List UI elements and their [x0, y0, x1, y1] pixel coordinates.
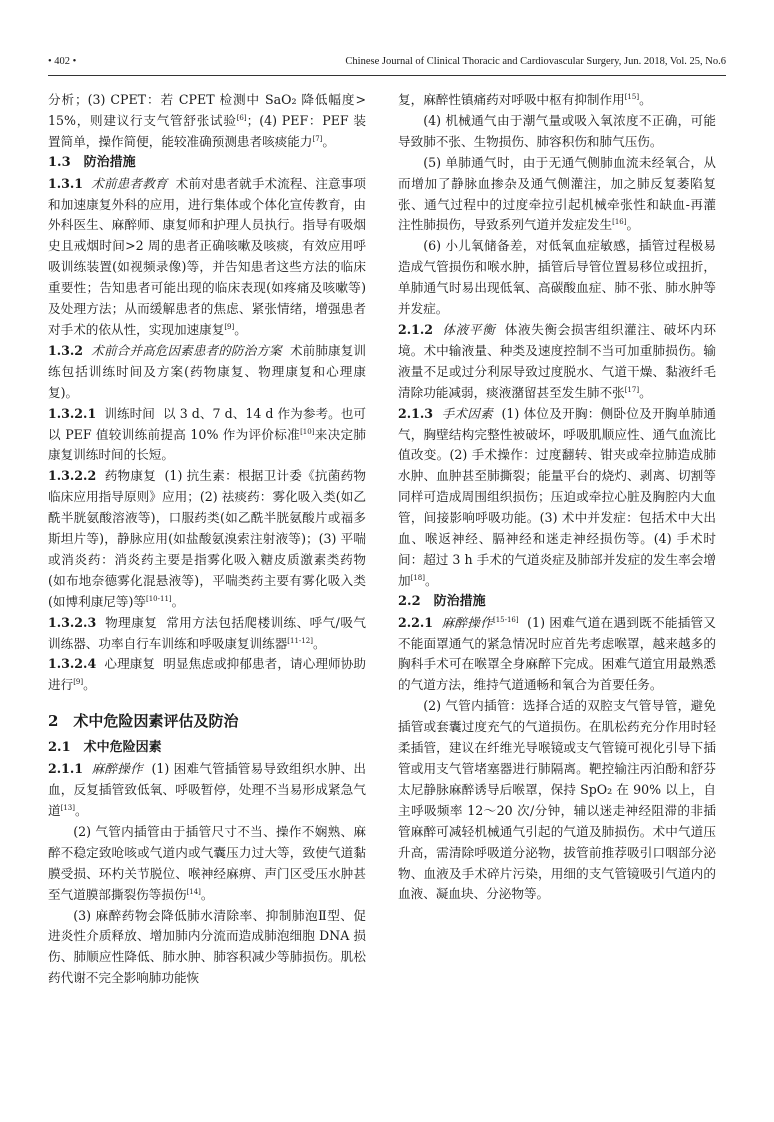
subsection-title: 体液平衡 — [442, 321, 496, 337]
citation: [16] — [612, 218, 627, 227]
paragraph: (2) 气管内插管：选择合适的双腔支气管导管，避免插管或套囊过度充气的气道损伤。在肌松药充分作用时轻柔插管，建议在纤维光导喉镜或支气管镜可视化引导下插管或用支气管堵塞器进行肺隔离。靶控输注丙泊酚和舒芬太尼静脉麻醉诱导后喉罩，保持 SpO₂ 在 90% 以上，自主呼吸频率 12～20 次/分钟，辅以迷走神经阻滞的非插管麻醉可减轻机械通气引起的气道及肺损伤。术中气道压升高，需清除呼吸道分泌物，拔管前推荐吸引口咽部分泌物、血液及手术碎片污染，用细的支气管镜吸引气道内的血液、凝血块、分泌物等。 — [398, 698, 716, 902]
subsection-title: 物理康复 — [105, 614, 158, 630]
paragraph: 2.1.3 手术因素 (1) 体位及开胸：侧卧位及开胸单肺通气，胸壁结构完整性被破坏，呼吸肌顺应性、通气血流比值改变。(2) 手术操作：过度翻转、钳夹或牵拉肺造成肺水肿、血肿甚至肺撕裂；能量平台的烧灼、剥离、切割等同样可造成周围组织损伤；压迫或牵拉心脏及胸腔内大血管，间接影响呼吸功能。(3) 术中并发症：包括术中大出血、喉返神经、膈神经和迷走神经损伤等。(4) 手术时间：超过 3 h 手术的气道炎症及肺部并发症的发生率会增加[18]。 — [398, 405, 717, 588]
paragraph: (3) 麻醉药物会降低肺水清除率、抑制肺泡Ⅱ型、促进炎性介质释放、增加肺内分流而造成肺泡细胞 DNA 损伤、肺顺应性降低、肺水肿、肺容积减少等肺损伤。肌松药代谢不完全影响肺功能恢 — [48, 907, 366, 986]
subsection-title: 麻醉操作 — [441, 614, 493, 630]
citation: [10-11] — [145, 594, 172, 603]
chapter-heading: 2 术中危险因素评估及防治 — [48, 712, 239, 731]
subsection-title: 心理康复 — [104, 656, 156, 672]
citation: [9] — [73, 678, 84, 687]
paragraph: 1.3.2.4 心理康复 明显焦虑或抑郁患者，请心理师协助进行[9]。 — [48, 656, 366, 693]
header-rule — [48, 75, 726, 76]
citation: [14] — [186, 887, 201, 896]
citation: [6] — [236, 113, 247, 122]
citation: [17] — [624, 385, 640, 394]
citation: [9] — [224, 322, 235, 331]
subsection-title: 术前合并高危因素患者的防治方案 — [91, 342, 282, 358]
paragraph: 1.3.2 术前合并高危因素患者的防治方案 术前肺康复训练包括训练时间及方案(药物康复、物理康复和心理康复)。 — [48, 342, 367, 400]
citation: [18] — [410, 573, 425, 582]
paragraph: (5) 单肺通气时，由于无通气侧肺血流未经氧合，从而增加了静脉血掺杂及通气侧灌注，加之肺反复萎陷复张、通气过程中的过度牵拉引起机械牵张性和缺血-再灌注性肺损伤，导致系列气道并发症发生[16]。 — [398, 154, 716, 233]
paragraph: 1.3.1 术前患者教育 术前对患者就手术流程、注意事项和加速康复外科的应用，进行集体或个体化宣传教育，由外科医生、麻醉师、康复师和护理人员执行。指导有吸烟史且戒烟时间>2 周的患者正确咳嗽及咳痰，有效应用呼吸训练装置(如视频录像)等，并告知患者这些方法的临床重要性；告知患者可能出现的临床表现(如疼痛及咳嗽等)及处理方法；从而缓解患者的焦虑、紧张情绪，增强患者对手术的依从性，实现加速康复[9]。 — [48, 175, 366, 337]
right-column — [398, 90, 716, 905]
page-number: • 402 • — [48, 56, 77, 67]
subsection-title: 手术因素 — [441, 405, 493, 421]
paragraph: 1.3.2.3 物理康复 常用方法包括爬楼训练、呼气/吸气训练器、功率自行车训练和呼吸康复训练器[11-12]。 — [48, 614, 367, 651]
paragraph: 2.1.2 体液平衡 体液失衡会损害组织灌注、破坏内环境。术中输液量、种类及速度控制不当可加重肺损伤。输液量不足或过分利尿导致过度脱水、气道干燥、黏液纤毛清除功能减弱，痰液潴留甚至发生肺不张[17]。 — [398, 321, 717, 400]
paragraph: 复，麻醉性镇痛药对呼吸中枢有抑制作用[15]。 — [398, 92, 652, 107]
paragraph: 1.3.2.2 药物康复 (1) 抗生素：根据卫计委《抗菌药物临床应用指导原则》应用；(2) 祛痰药：雾化吸入类(如乙酰半胱氨酸溶液等)，口服药类(如乙酰半胱氨酸片或福多斯坦片等)，静脉应用(如盐酸氨溴索注射液等)；(3) 平喘或消炎药：消炎药主要是指雾化吸入糖皮质激素类药物(如布地奈德雾化混悬液等)，平喘类药主要有雾化吸入类(如博利康尼等)等[10-11]。 — [48, 468, 366, 609]
paragraph: 2.2.1 麻醉操作[15-16] (1) 困难气道在遇到既不能插管又不能面罩通气的紧急情况时应首先考虑喉罩，越来越多的胸科手术可在喉罩全身麻醉下完成。困难气道宜用最熟悉的气道方法，维持气道通畅和氧合为首要任务。 — [398, 614, 716, 693]
subsection-title: 训练时间 — [104, 405, 155, 421]
section-heading: 1.3 防治措施 — [48, 154, 136, 170]
subsection-title: 麻醉操作 — [91, 761, 143, 777]
citation: [7] — [312, 134, 323, 143]
citation: [10] — [300, 427, 315, 436]
section-heading: 2.2 防治措施 — [398, 593, 486, 609]
citation: [15-16] — [492, 615, 519, 624]
paragraph: 2.1.1 麻醉操作 (1) 困难气管插管易导致组织水肿、出血，反复插管致低氧、呼吸暂停，处理不当易形成紧急气道[13]。 — [48, 761, 367, 818]
paragraph: (4) 机械通气由于潮气量或吸入氧浓度不正确，可能导致肺不张、生物损伤、肺容积伤和肺气压伤。 — [398, 112, 716, 149]
citation: [15] — [624, 92, 640, 101]
paragraph: (6) 小儿氧储备差，对低氧血症敏感，插管过程极易造成气管损伤和喉水肿，插管后导管位置易移位或扭折，单肺通气时易出现低氧、高碳酸血症、肺不张、肺水肿等并发症。 — [398, 238, 716, 317]
left-column — [48, 90, 366, 989]
citation: [13] — [60, 803, 75, 812]
journal-citation: Chinese Journal of Clinical Thoracic and Cardiovascular Surgery, Jun. 2018, Vol. 25, No.6 — [345, 56, 726, 67]
paragraph: 1.3.2.1 训练时间 以 3 d、7 d、14 d 作为参考。也可以 PEF 值较训练前提高 10% 作为评价标准[10]来决定肺康复训练时间的长短。 — [48, 405, 366, 463]
subsection-title: 术前患者教育 — [91, 175, 168, 191]
citation: [11-12] — [287, 636, 313, 645]
running-header — [48, 56, 726, 74]
paragraph: 分析；(3) CPET：若 CPET 检测中 SaO₂ 降低幅度> 15%，则建议行支气管舒张试验[6]；(4) PEF：PEF 装置简单，操作简便，能较准确预测患者咳痰能力[7]。 — [48, 92, 366, 149]
subsection-title: 药物康复 — [104, 468, 157, 484]
section-heading: 2.1 术中危险因素 — [48, 740, 162, 756]
paragraph: (2) 气管内插管由于插管尺寸不当、操作不娴熟、麻醉不稳定致呛咳或气道内或气囊压力过大等，致使气道黏膜受损、环杓关节脱位、喉神经麻痹、声门区受压水肿甚至气道膜部撕裂伤等损伤[14]。 — [48, 823, 366, 902]
